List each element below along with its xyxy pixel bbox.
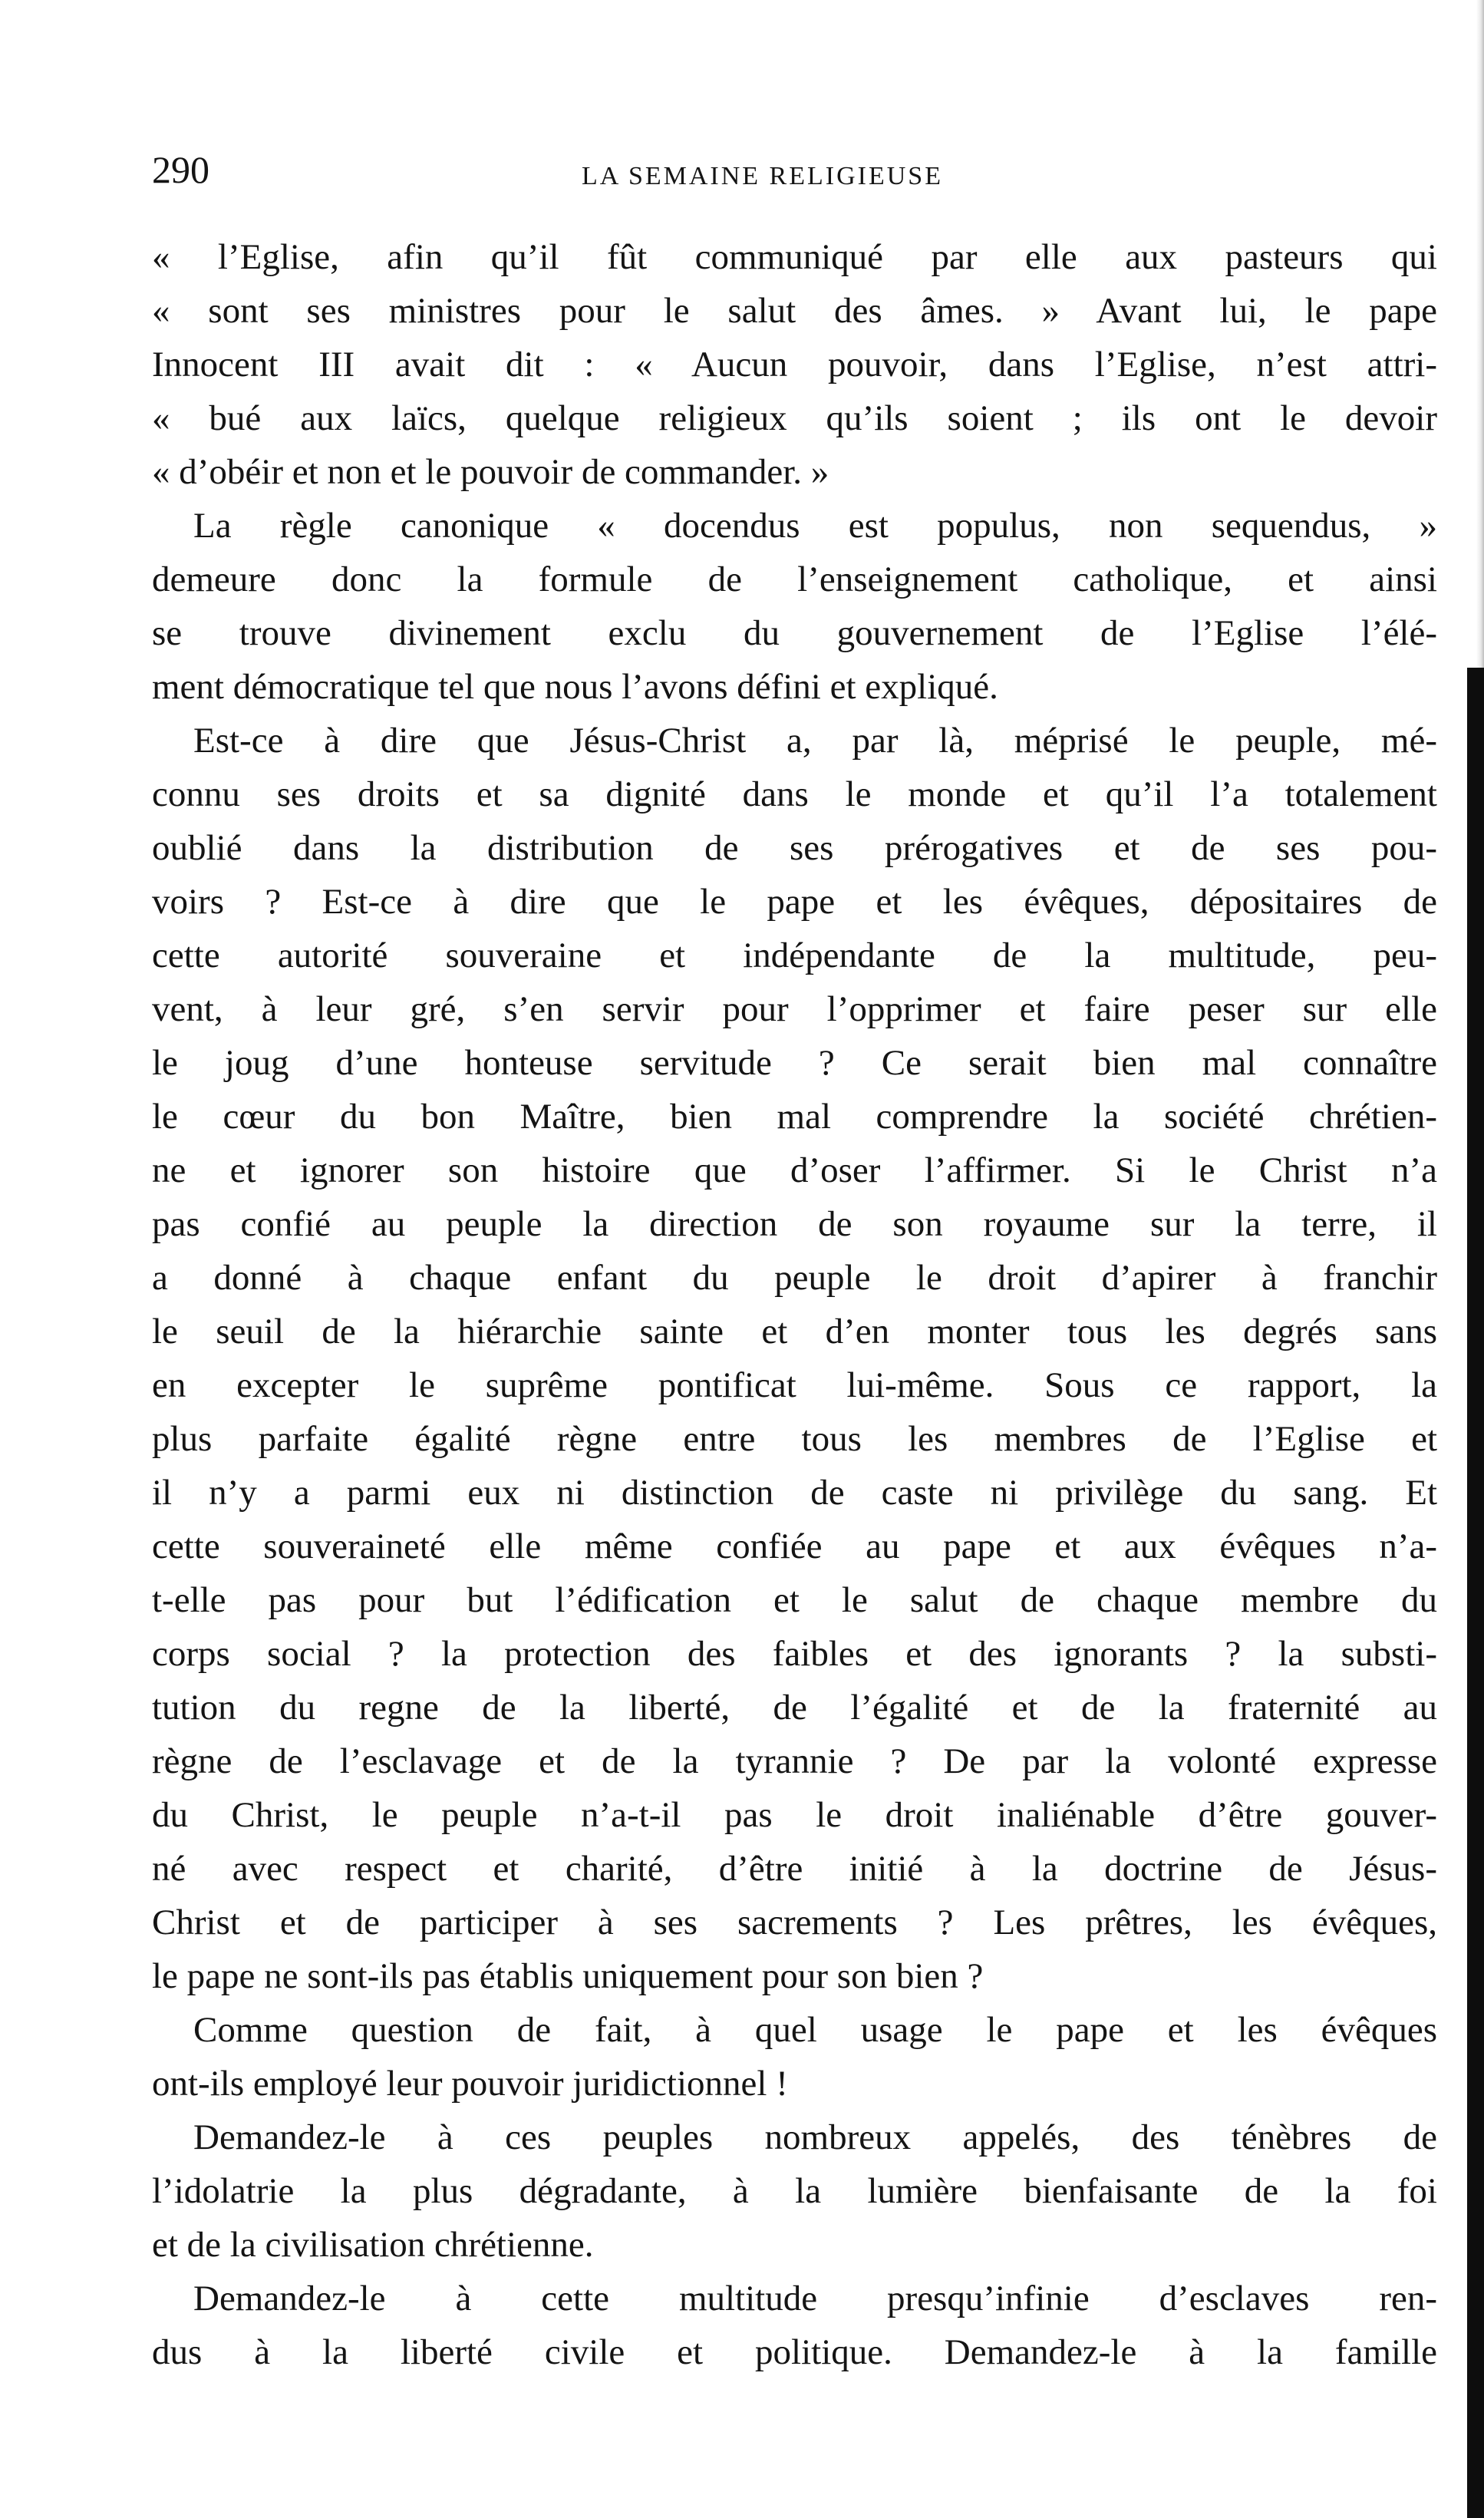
- text-line: dus à la liberté civile et politique. Demandez-le à la famille: [152, 2332, 1437, 2372]
- text-line: le pape ne sont-ils pas établis uniquement pour son bien ?: [152, 1956, 984, 1996]
- text-line: « l’Eglise, afin qu’il fût communiqué par elle aux pasteurs qui: [152, 237, 1437, 277]
- text-line: règne de l’esclavage et de la tyrannie ? De par la volonté expresse: [152, 1741, 1437, 1781]
- text-line: oublié dans la distribution de ses prérogatives et de ses pou-: [152, 828, 1437, 868]
- text-line: et de la civilisation chrétienne.: [152, 2225, 594, 2265]
- text-line: l’idolatrie la plus dégradante, à la lumière bienfaisante de la foi: [152, 2171, 1437, 2211]
- text-line: du Christ, le peuple n’a-t-il pas le droit inaliénable d’être gouver-: [152, 1795, 1437, 1835]
- running-head: LA SEMAINE RELIGIEUSE: [582, 162, 943, 190]
- text-line: cette souveraineté elle même confiée au pape et aux évêques n’a-: [152, 1526, 1437, 1566]
- text-line: Est-ce à dire que Jésus-Christ a, par là, méprisé le peuple, mé-: [193, 721, 1437, 761]
- page-binding-edge: [1467, 668, 1484, 2518]
- page-header: [152, 143, 1441, 196]
- text-line: corps social ? la protection des faibles et des ignorants ? la substi-: [152, 1634, 1437, 1674]
- text-line: t-elle pas pour but l’édification et le salut de chaque membre du: [152, 1580, 1437, 1620]
- text-line: Comme question de fait, à quel usage le pape et les évêques: [193, 2010, 1437, 2050]
- text-line: il n’y a parmi eux ni distinction de caste ni privilège du sang. Et: [152, 1473, 1437, 1513]
- page-number: 290: [152, 148, 209, 191]
- text-line: ment démocratique tel que nous l’avons défini et expliqué.: [152, 667, 998, 707]
- text-line: pas confié au peuple la direction de son royaume sur la terre, il: [152, 1204, 1437, 1244]
- text-line: cette autorité souveraine et indépendante de la multitude, peu-: [152, 936, 1437, 975]
- text-line: demeure donc la formule de l’enseignement catholique, et ainsi: [152, 559, 1437, 599]
- text-line: le joug d’une honteuse servitude ? Ce serait bien mal connaître: [152, 1043, 1437, 1083]
- text-line: voirs ? Est-ce à dire que le pape et les évêques, dépositaires de: [152, 882, 1437, 922]
- text-line: a donné à chaque enfant du peuple le droit d’apirer à franchir: [152, 1258, 1437, 1298]
- text-line: plus parfaite égalité règne entre tous les membres de l’Eglise et: [152, 1419, 1437, 1459]
- text-line: « bué aux laïcs, quelque religieux qu’ils soient ; ils ont le devoir: [152, 398, 1437, 438]
- text-line: tution du regne de la liberté, de l’égalité et de la fraternité au: [152, 1688, 1437, 1728]
- text-line: le cœur du bon Maître, bien mal comprendre la société chrétien-: [152, 1097, 1437, 1137]
- text-line: « sont ses ministres pour le salut des âmes. » Avant lui, le pape: [152, 291, 1437, 331]
- text-line: connu ses droits et sa dignité dans le monde et qu’il l’a totalement: [152, 774, 1437, 814]
- text-line: né avec respect et charité, d’être initié à la doctrine de Jésus-: [152, 1849, 1437, 1889]
- text-line: se trouve divinement exclu du gouvernement de l’Eglise l’élé-: [152, 613, 1437, 653]
- text-line: « d’obéir et non et le pouvoir de commander. »: [152, 452, 829, 492]
- text-line: ont-ils employé leur pouvoir juridictionnel !: [152, 2064, 788, 2104]
- text-line: ne et ignorer son histoire que d’oser l’affirmer. Si le Christ n’a: [152, 1150, 1437, 1190]
- text-line: Demandez-le à ces peuples nombreux appelés, des ténèbres de: [193, 2117, 1437, 2157]
- text-line: vent, à leur gré, s’en servir pour l’opprimer et faire peser sur elle: [152, 989, 1437, 1029]
- text-line: Demandez-le à cette multitude presqu’infinie d’esclaves ren-: [193, 2279, 1437, 2318]
- text-line: en excepter le suprême pontificat lui-même. Sous ce rapport, la: [152, 1365, 1437, 1405]
- text-line: La règle canonique « docendus est populus, non sequendus, »: [193, 506, 1437, 546]
- text-line: Christ et de participer à ses sacrements ? Les prêtres, les évêques,: [152, 1903, 1437, 1942]
- body-text: [152, 230, 1437, 2379]
- text-line: Innocent III avait dit : « Aucun pouvoir, dans l’Eglise, n’est attri-: [152, 345, 1437, 384]
- page-binding-shadow: [1476, 0, 1484, 675]
- text-line: le seuil de la hiérarchie sainte et d’en monter tous les degrés sans: [152, 1312, 1437, 1351]
